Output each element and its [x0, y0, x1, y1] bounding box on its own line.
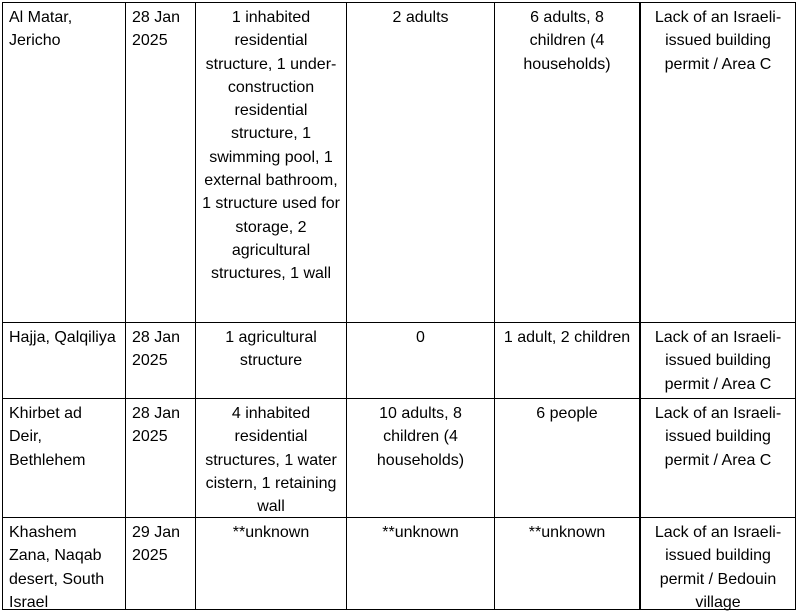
table-cell-location: Hajja, Qalqiliya: [9, 329, 116, 346]
table-cell-affected: 6 adults, 8 children (4 households): [523, 9, 611, 73]
table-cell-location: Khirbet ad Deir, Bethlehem: [9, 405, 86, 469]
demolitions-table: [2, 2, 796, 610]
table-cell-displaced: 10 adults, 8 children (4 households): [376, 405, 465, 469]
table-cell-reason: Lack of an Israeli-issued building permit / Area C: [654, 329, 782, 393]
table-cell-structures: 1 inhabited residential structure, 1 under-construction residential structure, 1 swimming pool, 1 external bathroom, 1 structure used for storage, 2 agricultural structures, 1 wall: [202, 9, 340, 283]
table-cell-affected: **unknown: [528, 524, 606, 541]
table-cell-structures: 1 agricultural structure: [225, 329, 317, 370]
table-cell-structures: **unknown: [232, 524, 310, 541]
table-cell-location: Khashem Zana, Naqab desert, South Israel: [9, 524, 105, 611]
table-cell-affected: 6 people: [536, 405, 598, 422]
table-cell-date: 28 Jan 2025: [132, 9, 181, 50]
table-cell-structures: 4 inhabited residential structures, 1 water cistern, 1 retaining wall: [205, 405, 337, 516]
table-cell-displaced: 2 adults: [392, 9, 449, 26]
table-cell-date: 29 Jan 2025: [132, 524, 181, 565]
table-cell-displaced: 0: [416, 329, 425, 346]
table-cell-reason: Lack of an Israeli-issued building permit / Area C: [654, 405, 782, 469]
table-cell-displaced: **unknown: [382, 524, 459, 541]
table-cell-affected: 1 adult, 2 children: [503, 329, 631, 346]
table-cell-reason: Lack of an Israeli-issued building permit / Area C: [654, 9, 782, 73]
table-cell-location: Al Matar, Jericho: [9, 9, 73, 50]
table-cell-date: 28 Jan 2025: [132, 329, 181, 370]
table-cell-date: 28 Jan 2025: [132, 405, 181, 446]
table-cell-reason: Lack of an Israeli-issued building permit / Bedouin village: [654, 524, 782, 611]
